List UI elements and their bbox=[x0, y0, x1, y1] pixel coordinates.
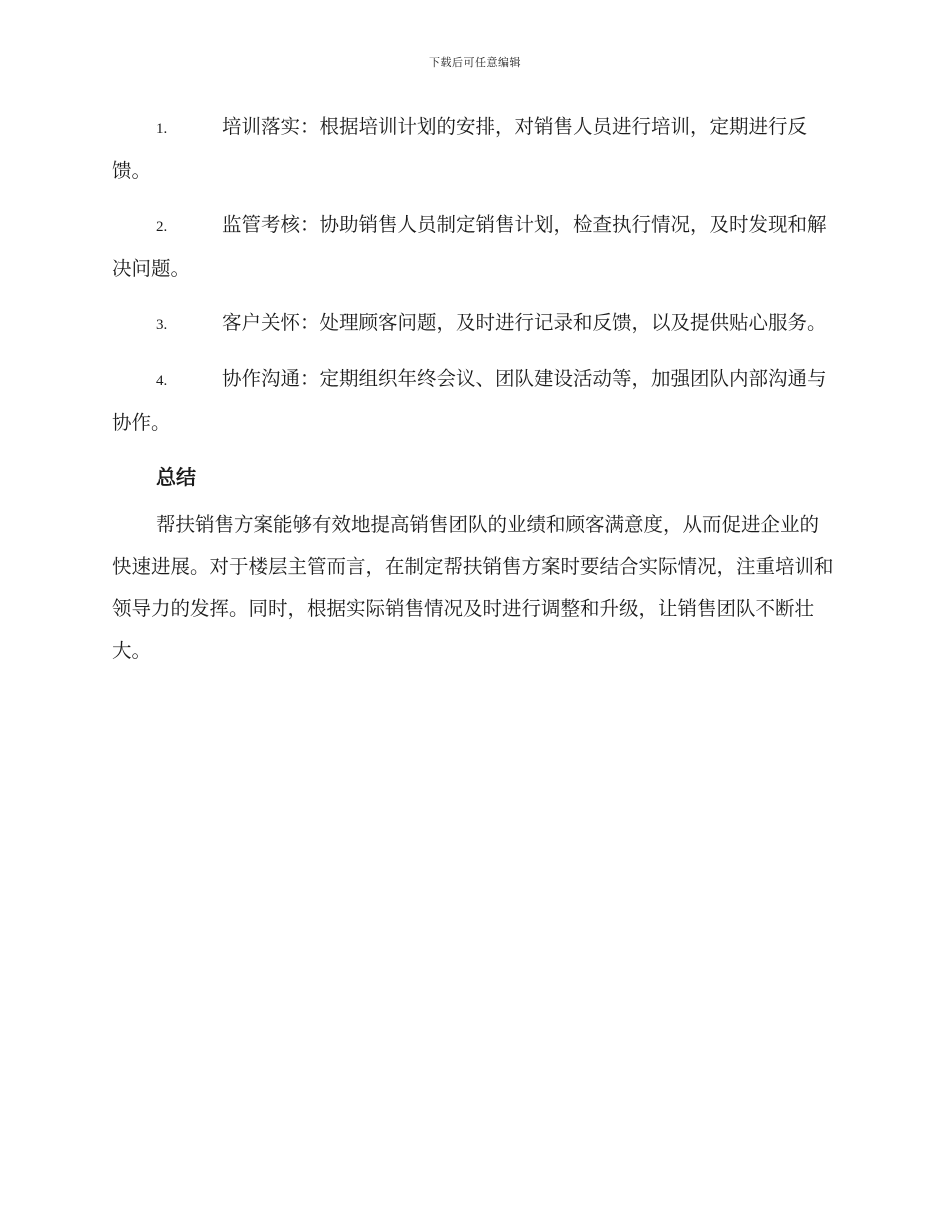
list-item-1 bbox=[112, 106, 834, 192]
list-item-number: 4. bbox=[156, 373, 168, 389]
summary-heading: 总结 bbox=[156, 465, 196, 489]
list-item-3 bbox=[112, 302, 834, 346]
list-item-4 bbox=[112, 358, 834, 444]
list-item-text: 协作沟通：定期组织年终会议、团队建设活动等，加强团队内部沟通与协作。 bbox=[112, 367, 827, 434]
list-item-text: 客户关怀：处理顾客问题，及时进行记录和反馈，以及提供贴心服务。 bbox=[222, 311, 827, 334]
header-note: 下载后可任意编辑 bbox=[429, 56, 521, 69]
list-item-text: 监管考核：协助销售人员制定销售计划，检查执行情况，及时发现和解决问题。 bbox=[112, 213, 827, 280]
document-body bbox=[112, 106, 834, 672]
list-item-number: 1. bbox=[156, 121, 168, 137]
list-item-number: 2. bbox=[156, 219, 168, 235]
list-item-text: 培训落实：根据培训计划的安排，对销售人员进行培训，定期进行反馈。 bbox=[112, 115, 808, 182]
list-item-2 bbox=[112, 204, 834, 290]
summary-paragraph: 帮扶销售方案能够有效地提高销售团队的业绩和顾客满意度，从而促进企业的快速进展。对于楼层主管而言，在制定帮扶销售方案时要结合实际情况，注重培训和领导力的发挥。同时，根据实际销售情况及时进行调整和升级，让销售团队不断壮大。 bbox=[112, 513, 834, 662]
list-item-number: 3. bbox=[156, 317, 168, 333]
